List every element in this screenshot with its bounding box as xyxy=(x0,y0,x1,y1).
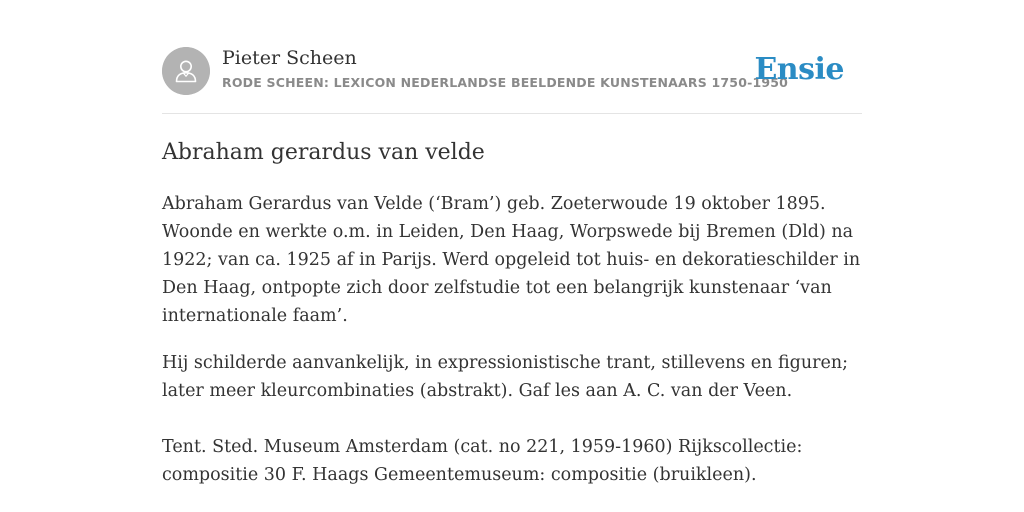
paragraph-line: Den Haag, ontpopte zich door zelfstudie tot een belangrijk kunstenaar ‘van xyxy=(162,278,832,298)
paragraph-line: Hij schilderde aanvankelijk, in expressionistische trant, stillevens en figuren; xyxy=(162,353,849,373)
article-paragraph xyxy=(162,190,862,330)
paragraph-line: Tent. Sted. Museum Amsterdam (cat. no 221, 1959-1960) Rijkscollectie: xyxy=(162,437,803,457)
paragraph-line: internationale faam’. xyxy=(162,306,348,326)
paragraph-line: later meer kleurcombinaties (abstrakt). Gaf les aan A. C. van der Veen. xyxy=(162,381,793,401)
article-body xyxy=(162,138,862,489)
article-paragraph xyxy=(162,349,862,405)
paragraph-line: 1922; van ca. 1925 af in Parijs. Werd opgeleid tot huis- en dekoratieschilder in xyxy=(162,250,861,270)
paragraph-line: compositie 30 F. Haags Gemeentemuseum: compositie (bruikleen). xyxy=(162,465,757,485)
article-header xyxy=(162,46,862,96)
ensie-logo[interactable]: Ensie xyxy=(754,52,844,87)
author-name[interactable]: Pieter Scheen xyxy=(222,47,357,69)
user-avatar-icon xyxy=(162,47,210,95)
article-title: Abraham gerardus van velde xyxy=(162,140,485,165)
paragraph-line: Abraham Gerardus van Velde (‘Bram’) geb. Zoeterwoude 19 oktober 1895. xyxy=(162,194,826,214)
source-label[interactable]: RODE SCHEEN: LEXICON NEDERLANDSE BEELDENDE KUNSTENAARS 1750-1950 xyxy=(222,75,789,90)
author-avatar[interactable] xyxy=(162,47,210,95)
paragraph-line: Woonde en werkte o.m. in Leiden, Den Haag, Worpswede bij Bremen (Dld) na xyxy=(162,222,854,242)
article-paragraph xyxy=(162,433,862,489)
header-divider xyxy=(162,113,862,114)
